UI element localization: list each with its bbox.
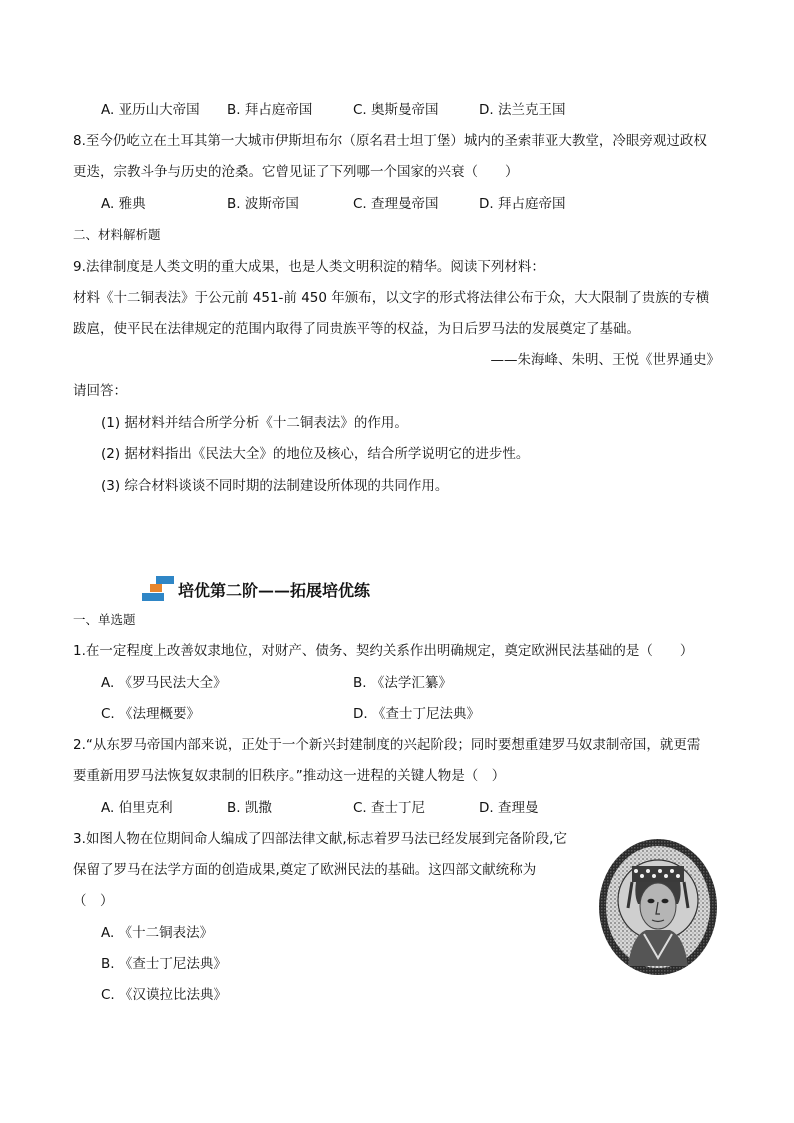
q7-option-a: A. 亚历山大帝国 [101,102,200,118]
q8-stem-line2: 更迭，宗教斗争与历史的沧桑。它曾见证了下列哪一个国家的兴衰（ ） [73,164,519,180]
stage-logo-icon [142,576,176,602]
q9-subquestion-1: (1) 据材料并结合所学分析《十二铜表法》的作用。 [101,415,408,431]
q9-material-line2: 跋扈，使平民在法律规定的范围内取得了同贵族平等的权益，为日后罗马法的发展奠定了基础。 [73,321,640,337]
q7-option-c: C. 奥斯曼帝国 [353,102,439,118]
p1-option-d: D. 《查士丁尼法典》 [353,706,480,722]
q9-prompt: 请回答： [73,383,127,399]
p2-option-a: A. 伯里克利 [101,800,173,816]
q9-subquestion-3: (3) 综合材料谈谈不同时期的法制建设所体现的共同作用。 [101,478,449,494]
p2-option-b: B. 凯撒 [227,800,272,816]
q7-option-d: D. 法兰克王国 [479,102,566,118]
p3-stem-line3: （ ） [73,893,114,909]
p2-option-c: C. 查士丁尼 [353,800,426,816]
section2-heading: 二、材料解析题 [73,227,161,242]
p3-option-b: B. 《查士丁尼法典》 [101,956,227,972]
p1-option-b: B. 《法学汇纂》 [353,675,452,691]
p2-stem-line2: 要重新用罗马法恢复奴隶制的旧秩序。”推动这一进程的关键人物是（ ） [73,768,506,784]
p3-option-c: C. 《汉谟拉比法典》 [101,987,228,1003]
section1-heading: 一、单选题 [73,612,136,627]
justinian-mosaic-portrait-image [598,838,718,976]
q8-option-d: D. 拜占庭帝国 [479,196,566,212]
q9-source: ——朱海峰、朱明、王悦《世界通史》 [490,352,720,368]
p1-option-a: A. 《罗马民法大全》 [101,675,227,691]
p3-stem-line1: 3.如图人物在位期间命人编成了四部法律文献,标志着罗马法已经发展到完备阶段,它 [73,831,567,847]
q8-stem-line1: 8.至今仍屹立在土耳其第一大城市伊斯坦布尔（原名君士坦丁堡）城内的圣索菲亚大教堂，冷眼旁观过政权 [73,133,707,149]
p2-option-d: D. 查理曼 [479,800,539,816]
p3-stem-line2: 保留了罗马在法学方面的创造成果,奠定了欧洲民法的基础。这四部文献统称为 [73,862,537,878]
p2-stem-line1: 2.“从东罗马帝国内部来说，正处于一个新兴封建制度的兴起阶段；同时要想重建罗马奴隶制帝国，就更需 [73,737,701,753]
q8-option-b: B. 波斯帝国 [227,196,299,212]
stage2-heading [142,576,402,602]
q9-subquestion-2: (2) 据材料指出《民法大全》的地位及核心，结合所学说明它的进步性。 [101,446,530,462]
p1-stem: 1.在一定程度上改善奴隶地位，对财产、债务、契约关系作出明确规定，奠定欧洲民法基础的是（ ） [73,643,694,659]
q9-intro: 9.法律制度是人类文明的重大成果，也是人类文明积淀的精华。阅读下列材料： [73,259,545,275]
q8-option-a: A. 雅典 [101,196,146,212]
p1-option-c: C. 《法理概要》 [101,706,201,722]
q7-option-b: B. 拜占庭帝国 [227,102,313,118]
q9-material-line1: 材料《十二铜表法》于公元前 451-前 450 年颁布，以文字的形式将法律公布于众，大大限制了贵族的专横 [73,290,710,306]
q8-option-c: C. 查理曼帝国 [353,196,439,212]
stage2-title: 培优第二阶——拓展培优练 [178,581,371,600]
p3-option-a: A. 《十二铜表法》 [101,925,214,941]
